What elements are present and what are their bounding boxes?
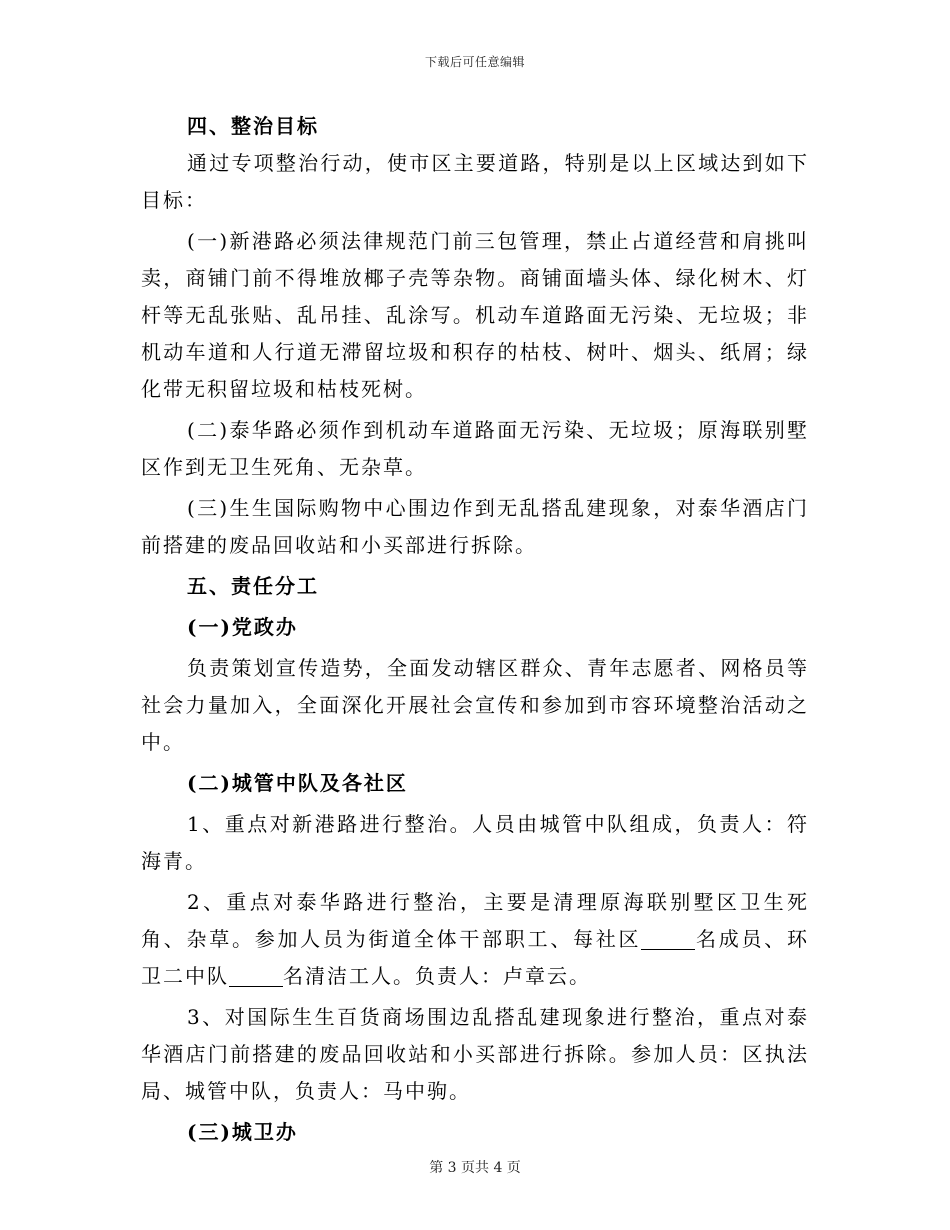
goal-item-3: (三)生生国际购物中心围边作到无乱搭乱建现象，对泰华酒店门前搭建的废品回收站和小买部进行拆除。 [141, 496, 809, 557]
urban-team-item-1: 1、重点对新港路进行整治。人员由城管中队组成，负责人：符海青。 [141, 812, 809, 873]
item2-part2: 名成员、环卫二中队 [141, 927, 810, 988]
fill-blank [229, 966, 283, 987]
goal-item-1: (一)新港路必须法律规范门前三包管理，禁止占道经营和肩挑叫卖，商铺门前不得堆放椰子壳等杂物。商铺面墙头体、绿化树木、灯杆等无乱张贴、乱吊挂、乱涂写。机动车道路面无污染、无垃圾；非机动车道和人行道无滞留垃圾和积存的枯枝、树叶、烟头、纸屑；绿化带无积留垃圾和枯枝死树。 [141, 229, 809, 401]
goals-intro: 通过专项整治行动，使市区主要道路，特别是以上区域达到如下目标： [141, 151, 809, 212]
fill-blank [641, 929, 695, 950]
subheading-party-office: (一)党政办 [187, 615, 298, 639]
subheading-sanitation-office: (三)城卫办 [187, 1120, 298, 1144]
urban-team-item-3: 3、对国际生生百货商场围边乱搭乱建现象进行整治，重点对泰华酒店门前搭建的废品回收站和小买部进行拆除。参加人员：区执法局、城管中队，负责人：马中驹。 [141, 1005, 809, 1103]
item2-part1: 2、重点对泰华路进行整治，主要是清理原海联别墅区卫生死角、杂草。参加人员为街道全体干部职工、每社区 [141, 890, 809, 951]
section-heading-responsibilities: 五、责任分工 [187, 574, 319, 598]
section-heading-goals: 四、整治目标 [187, 114, 319, 138]
goal-item-2: (二)泰华路必须作到机动车道路面无污染、无垃圾；原海联别墅区作到无卫生死角、无杂草。 [141, 418, 809, 479]
subheading-urban-team: (二)城管中队及各社区 [187, 771, 408, 795]
urban-team-item-2 [141, 884, 809, 995]
document-body [141, 108, 809, 1151]
item2-part3: 名清洁工人。负责人：卢章云。 [283, 964, 591, 988]
header-note: 下载后可任意编辑 [424, 55, 525, 69]
page-footer: 第 3 页共 4 页 [429, 1160, 521, 1176]
party-office-text: 负责策划宣传造势，全面发动辖区群众、青年志愿者、网格员等社会力量加入，全面深化开展社会宣传和参加到市容环境整治活动之中。 [141, 656, 809, 754]
